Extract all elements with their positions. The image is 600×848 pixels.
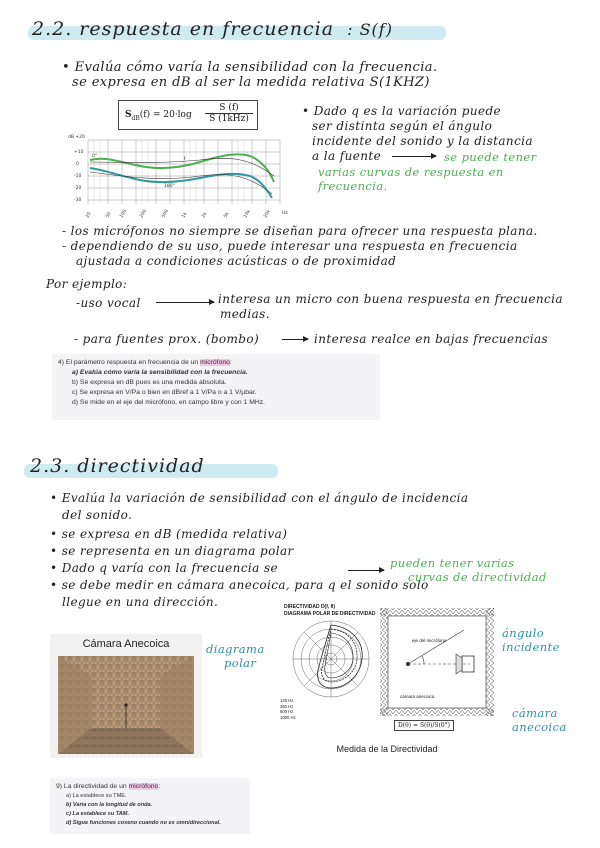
green-note-curves [444, 150, 537, 164]
formula-numerator: S (f) [205, 103, 253, 114]
formula-lhs: S [125, 110, 132, 120]
quiz2-option-a: a) La establece su TME. [66, 793, 127, 799]
y-tick-5: -30 [74, 198, 82, 203]
dir-bullet-3: • se representa en un diagrama polar [50, 544, 294, 558]
polar-note-line2: polar [224, 656, 257, 670]
x-tick-7: 2k [201, 211, 209, 219]
chamber-note [512, 706, 567, 734]
dash-note-1: - los micrófonos no siempre se diseñan para ofrecer una respuesta plana. [62, 224, 538, 238]
y-tick-2: 0 [76, 162, 79, 167]
variation-note-line3: incidente del sonido y la distancia [312, 134, 533, 148]
dir-bullet-1-line2: del sonido. [62, 508, 133, 522]
quiz2-option-b: b) Varía con la longitud de onda. [66, 802, 153, 808]
bullet-evalua-line2: se expresa en dB al ser la medida relativa S(1KHZ) [72, 75, 430, 90]
formula-box [118, 100, 258, 130]
legend-item-1: 125 Hz [280, 698, 294, 703]
chamber-note-line1: cámara [512, 706, 558, 720]
x-tick-2: 50 [105, 211, 113, 219]
quiz1-question-highlight: micrófono [200, 359, 230, 366]
example-1-left: -uso vocal [76, 296, 141, 310]
polar-diagram [288, 618, 374, 700]
directivity-diagram [274, 602, 500, 760]
dir-bullet-5-line2: llegue en una dirección. [62, 595, 219, 609]
x-tick-1: 20 [85, 211, 93, 219]
green-note-line1: se puede tener [444, 150, 537, 164]
angle-note-line2: incidente [502, 640, 560, 654]
angle-note [502, 626, 560, 654]
quiz1-option-a: a) Evalúa cómo varía la sensibilidad con la frecuencia. [72, 369, 248, 376]
x-tick-10: 20k [263, 209, 272, 219]
example-2-arrow [282, 339, 308, 340]
x-tick-6: 1k [181, 211, 189, 219]
diagram-title [284, 604, 375, 618]
diagram-eje-label: eje del micrófono [412, 638, 447, 643]
quiz2-option-d: d) Sigue funciones coseno cuando no es omnidireccional. [66, 820, 221, 826]
angle-note-line1: ángulo [502, 626, 545, 640]
diagram-chamber-label: cámara anecoica [400, 694, 435, 699]
y-tick-1: +10 [74, 150, 84, 155]
quiz1-option-c: c) Se expresa en V/Pa o bien en dBref a 1 V/Pa o a 1 V/µbar. [72, 389, 257, 396]
example-1-right [218, 292, 563, 322]
dash-notes [62, 224, 538, 269]
quiz2-question-prefix: 9) La directividad de un [56, 783, 129, 790]
variation-note-line2: ser distinta según el ángulo [312, 119, 493, 133]
quiz2-question-highlight: micrófono [128, 783, 159, 790]
diagram-legend [280, 698, 296, 720]
diagram-formula: D(θ) = S(θ)/S(0°) [394, 720, 454, 731]
x-tick-8: 5k [223, 211, 231, 219]
label-hz: Hz [282, 211, 288, 216]
diagram-title-line1: DIRECTIVIDAD D(f, θ) [284, 604, 336, 610]
green-note-curves-cont [318, 165, 504, 193]
example-1-arrow [156, 302, 214, 303]
section-title-directividad [30, 455, 205, 477]
label-0-deg: 0° [92, 154, 98, 159]
anechoic-chamber-photo [50, 634, 202, 758]
dir-green-note [390, 556, 547, 584]
quiz1-question-prefix: 4) El parámetro respuesta en frecuencia de un [58, 359, 201, 366]
quiz1-option-b: b) Se expresa en dB pues es una medida absoluta. [72, 379, 227, 386]
chart-top-label: dB +20 [68, 135, 85, 140]
section-title-directividad-text: 2.3. directividad [30, 455, 205, 477]
example-1-right-line2: medias. [220, 307, 270, 321]
dir-bullet-2: • se expresa en dB (medida relativa) [50, 527, 288, 541]
quiz2-question [56, 782, 244, 792]
example-1-right-line1: interesa un micro con buena respuesta en frecuencia [218, 292, 563, 306]
quiz-directividad [50, 778, 250, 834]
section-title-suffix: : S(f) [347, 20, 393, 39]
green-note-line2: varias curvas de respuesta en [318, 165, 504, 179]
arrow-to-green-note [392, 156, 436, 157]
section-title-text: 2.2. respuesta en frecuencia [32, 18, 335, 40]
formula-sub: dB [131, 114, 140, 122]
example-2-right: interesa realce en bajas frecuencias [314, 332, 549, 346]
x-tick-4: 200 [139, 209, 149, 219]
bullet-evalua [62, 60, 437, 90]
green-note-line3: frecuencia. [318, 179, 388, 193]
label-f: f [184, 157, 186, 162]
bullet-evalua-line1: • Evalúa cómo varía la sensibilidad con la frecuencia. [62, 60, 438, 75]
polar-note-line1: diagrama [206, 642, 265, 656]
camera-caption: Cámara Anecoica [82, 638, 170, 650]
diagram-title-line2: DIAGRAMA POLAR DE DIRECTIVIDAD [284, 611, 376, 617]
variation-note-line4: a la fuente [312, 149, 382, 163]
diagram-caption: Medida de la Directividad [336, 744, 438, 754]
dash-note-2-line1: - dependiendo de su uso, puede interesar una respuesta en frecuencia [62, 239, 518, 253]
legend-item-4: 1000 Hz [280, 714, 296, 720]
quiz1-option-d: d) Se mide en el eje del micrófono, en campo libre y con 1 MHz. [72, 399, 266, 406]
quiz2-option-c: c) La establece su TAM. [66, 811, 130, 817]
legend-item-2: 250 Hz [280, 703, 294, 709]
dir-bullet-1-line1: • Evalúa la variación de sensibilidad con el ángulo de incidencia [50, 491, 469, 505]
polar-note [206, 642, 265, 670]
variation-note-line1: • Dado q es la variación puede [302, 104, 502, 118]
frequency-response-chart [60, 132, 292, 224]
directividad-notes [50, 490, 468, 611]
label-180-deg: 180° [164, 184, 175, 189]
formula-arg: (f) = 20·log [139, 110, 192, 120]
quiz1-question [58, 358, 374, 368]
example-header: Por ejemplo: [46, 277, 128, 291]
chamber-schematic [378, 606, 496, 718]
section-title-respuesta [32, 18, 393, 40]
y-tick-4: -20 [74, 186, 82, 191]
x-tick-5: 500 [161, 209, 171, 219]
quiz2-question-suffix: : [158, 783, 161, 790]
y-tick-3: -10 [74, 174, 82, 179]
dash-note-2-line2: ajustada a condiciones acústicas o de proximidad [76, 254, 397, 268]
example-2-left: - para fuentes prox. (bombo) [74, 332, 260, 346]
formula-denominator: S (1kHz) [209, 114, 249, 124]
chamber-note-line2: anecoica [512, 720, 567, 734]
dir-green-line2: curvas de directividad [408, 570, 547, 584]
dir-green-line1: pueden tener varias [390, 556, 515, 570]
legend-item-3: 500 Hz [280, 709, 294, 714]
quiz-respuesta-frecuencia [52, 354, 380, 420]
quiz1-question-suffix: : [229, 359, 232, 366]
x-tick-9: 10k [243, 209, 252, 219]
curve-180-deg [90, 168, 272, 198]
chamber-illustration [58, 656, 194, 754]
dir-arrow [348, 570, 384, 571]
dir-bullet-4: • Dado q varía con la frecuencia se [50, 561, 279, 575]
dir-bullet-5-line1: • se debe medir en cámara anecoica, para q el sonido solo [50, 578, 429, 592]
x-tick-3: 100 [119, 209, 129, 219]
